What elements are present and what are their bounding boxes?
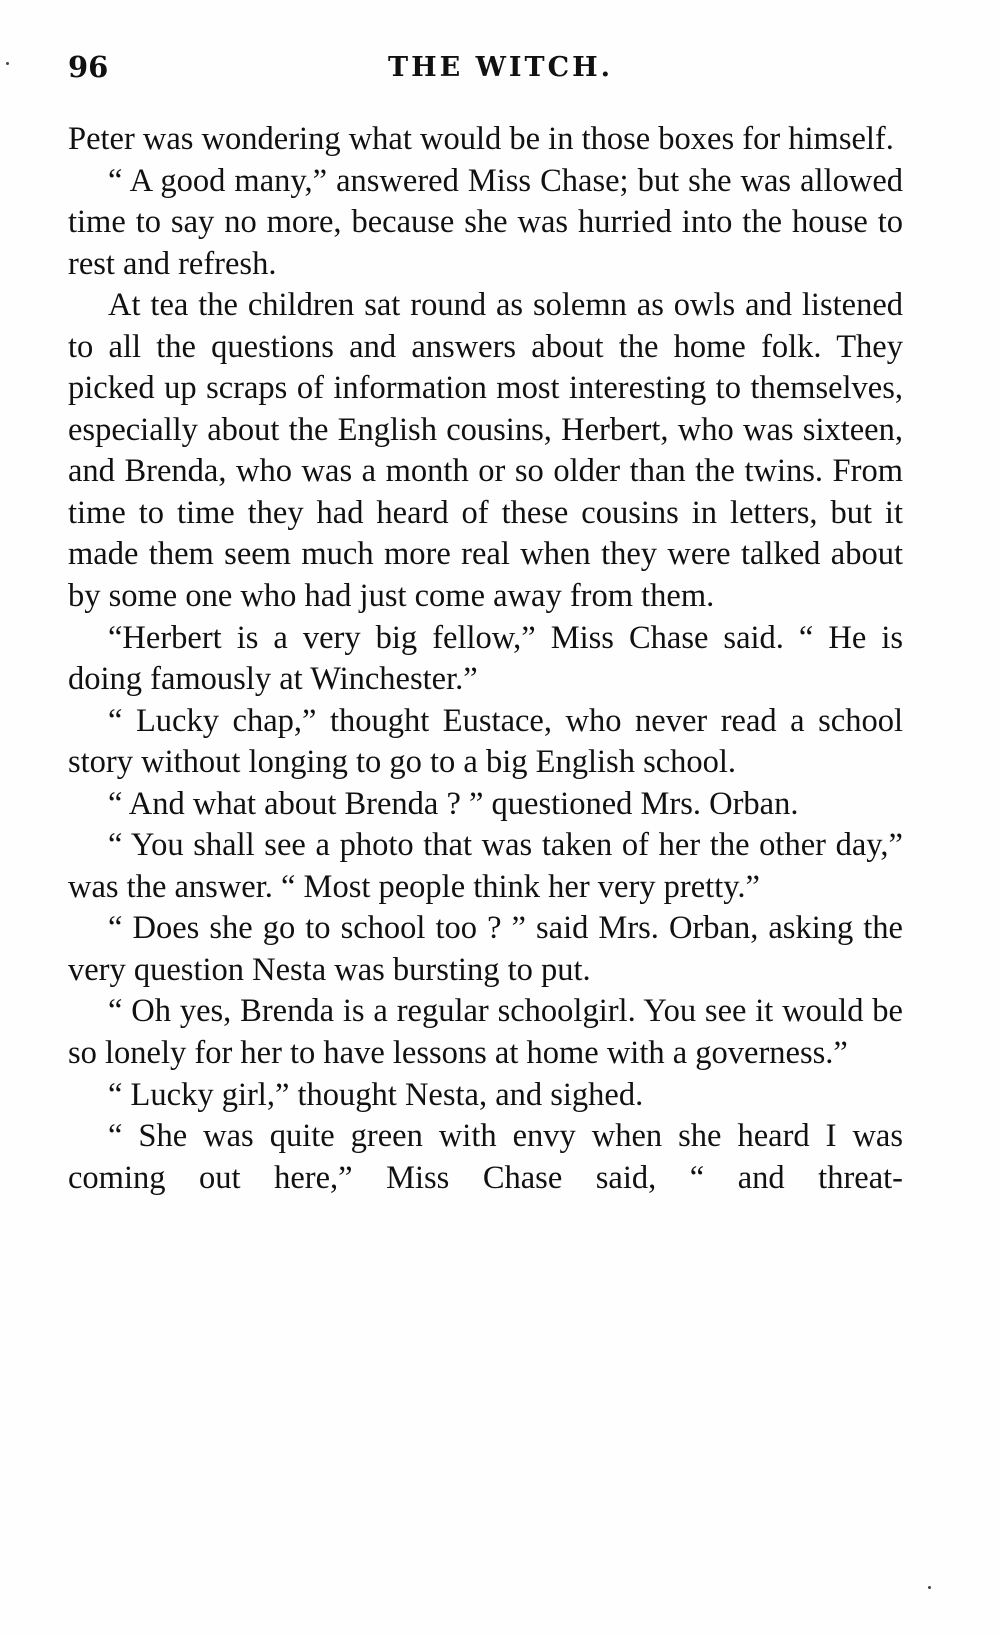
paragraph: “ She was quite green with envy when she heard I was coming out here,” Miss Chase said, “ and threat- [68,1118,903,1196]
paragraph: “ You shall see a photo that was taken of her the other day,” was the answer. “ Most people think her very pretty.” [68,827,903,905]
paragraph: Peter was wondering what would be in those boxes for himself. [68,121,894,157]
paragraph: “ Lucky chap,” thought Eustace, who never read a school story without longing to go to a big English school. [68,702,903,781]
scan-speck [6,62,9,65]
body-text [68,119,903,1199]
paragraph: “ And what about Brenda ? ” questioned Mrs. Orban. [108,785,799,822]
scan-speck [928,1586,931,1589]
paragraph: “ Does she go to school too ? ” said Mrs. Orban, asking the very question Nesta was bursting to put. [68,910,903,988]
paragraph: “ A good many,” answered Miss Chase; but she was allowed time to say no more, because she was hurried into the house to rest and refresh. [68,162,903,282]
paragraph: “ Lucky girl,” thought Nesta, and sighed. [108,1076,644,1113]
paragraph: “ Oh yes, Brenda is a regular schoolgirl. You see it would be so lonely for her to have lessons at home with a governess.” [68,993,903,1072]
paragraph: “Herbert is a very big fellow,” Miss Chase said. “ He is doing famously at Winchester.” [68,619,903,698]
running-title: THE WITCH. [388,52,614,83]
page-number: 96 [68,50,109,84]
paragraph: At tea the children sat round as solemn as owls and listened to all the questions and answers about the home folk. They picked up scraps of information most interesting to themselves, especially about the English cousins, Herbert, who was sixteen, and Brenda, who was a month or so older than the twins. From time to time they had heard of these cousins in letters, but it made them seem much more real when they were talked about by some one who had just come away from them. [68,287,903,615]
running-head [68,50,940,94]
